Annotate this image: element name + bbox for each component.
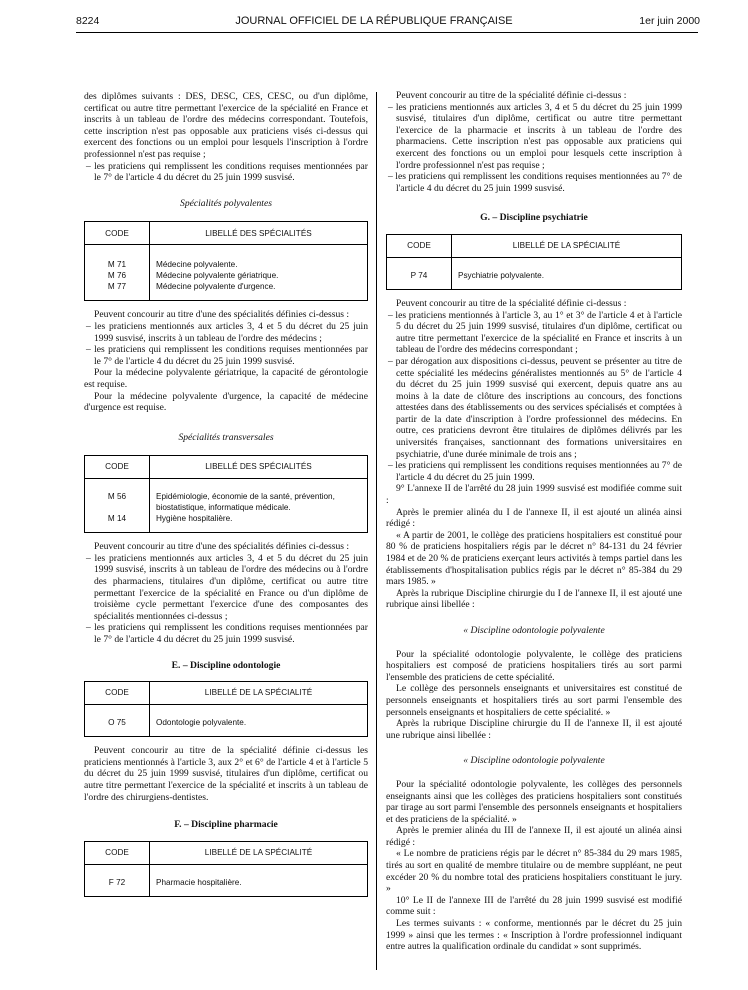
column-header-code: CODE (85, 222, 150, 245)
column-header-label: LIBELLÉ DE LA SPÉCIALITÉ (452, 234, 682, 257)
paragraph: Après le premier alinéa du I de l'annexe II, il est ajouté un alinéa ainsi rédigé : (386, 506, 682, 530)
list-item: – par dérogation aux dispositions ci-dessus, peuvent se présenter au titre de cette spécialité les médecins généralistes mentionnés au 5° de l'article 4 du décret du 25 juin 1999 susvisé qui exercent, depuis quatre ans au moins à la date de clôture des inscriptions au concours, des fonctions attestées dans des établissements ou des services spécialisés et comptées à partir de la date d'inscription à l'ordre professionnel des médecins. En outre, ces praticiens devront être titulaires de diplômes délivrés par les universités françaises, sanctionnant des formations universitaires en psychiatrie, d'une durée minimale de trois ans ; (388, 355, 682, 460)
label-cell (150, 245, 368, 301)
section-title: Spécialités polyvalentes (180, 197, 272, 209)
code-list: M 56 M 14 (107, 492, 127, 524)
code-cell: P 74 (387, 257, 452, 289)
specialty-table (84, 221, 368, 301)
section-title: « Discipline odontologie polyvalente (463, 624, 605, 636)
code-cell: O 75 (85, 705, 150, 737)
specialty-table (84, 455, 368, 533)
issue-date: 1er juin 2000 (639, 15, 700, 27)
list-item: – les praticiens mentionnés aux articles 3, 4 et 5 du décret du 25 juin 1999 susvisé, inscrits à un tableau de l'ordre des médecins ou à l'ordre des pharmaciens, titulaires d'un diplôme, certificat ou autre titre permettant l'exercice de la spécialité en France ou d'un diplôme de troisième cycle permettant l'exercice d'une des composantes des spécialités mentionnées ci-dessus ; (86, 552, 368, 622)
label-cell: Odontologie polyvalente. (150, 705, 368, 737)
list-item: – les praticiens mentionnés à l'article 3, au 1° et 3° de l'article 4 et à l'article 5 du décret du 25 juin 1999 susvisé, titulaires d'un diplôme, certificat ou autre titre permettant l'exercice de la spécialité en France et inscrits à un tableau de l'ordre des médecins correspondant ; (388, 309, 682, 356)
column-header-label: LIBELLÉ DE LA SPÉCIALITÉ (150, 841, 368, 864)
label-cell: Pharmacie hospitalière. (150, 864, 368, 896)
section-title: G. – Discipline psychiatrie (480, 212, 588, 224)
paragraph: des diplômes suivants : DES, DESC, CES, CESC, ou d'un diplôme, certificat ou autre titre permettant l'exercice de la spécialité en France et inscrits à un tableau de l'ordre des médecins correspondant. Toutefois, cette inscription n'est pas opposable aux praticiens visés ci-dessus qui exercent des fonctions ou un emploi pour lesquels l'inscription à l'ordre professionnel n'est pas requise ; (84, 91, 368, 160)
column-header-label: LIBELLÉ DES SPÉCIALITÉS (150, 222, 368, 245)
paragraph: Pour la spécialité odontologie polyvalente, les collèges des personnels enseignants ainsi que les collèges des praticiens hospitaliers sont constitués par tirage au sort parmi l'ensemble des personnels enseignants et hospitaliers et des praticiens de la spécialité. » (386, 778, 682, 825)
page-header (0, 12, 748, 32)
code-cell: F 72 (85, 864, 150, 896)
label-cell: Psychiatrie polyvalente. (452, 257, 682, 289)
paragraph: Les termes suivants : « conforme, mentionnés par le décret du 25 juin 1999 » ainsi que les termes : « Inscription à l'ordre professionnel indiquant entre autres la qualification ordinale du candidat » sont supprimés. (386, 918, 682, 953)
paragraph: Le collège des personnels enseignants et universitaires est constitué de personnels enseignants et hospitaliers tirés au sort parmi l'ensemble des personnels enseignants et hospitaliers de cette spécialité. » (386, 683, 682, 718)
section-title: F. – Discipline pharmacie (174, 819, 278, 831)
paragraph: Peuvent concourir au titre de la spécialité définie ci-dessus : (396, 297, 627, 309)
header-rule (76, 32, 698, 33)
list-item: – les praticiens mentionnés aux articles 3, 4 et 5 du décret du 25 juin 1999 susvisé, titulaires d'un diplôme, certificat ou autre titre permettant l'exercice de la pharmacie et inscrits à un tableau de l'ordre des pharmaciens. Cette inscription n'est pas opposable aux praticiens qui exercent des fonctions ou un emploi pour lesquels cette inscription à l'ordre professionnel n'est pas requise ; (388, 101, 682, 171)
paragraph: Pour la spécialité odontologie polyvalente, le collège des praticiens hospitaliers est composé de praticiens hospitaliers tirés au sort parmi l'ensemble des praticiens de cette spécialité. (386, 648, 682, 683)
quoted-paragraph: « Le nombre de praticiens régis par le décret n° 85-384 du 29 mars 1985, tirés au sort en qualité de membre titulaire ou de membre suppléant, ne peut excéder 20 % du nombre total des praticiens hospitaliers constituant le jury. » (386, 848, 682, 895)
page-number: 8224 (76, 15, 100, 27)
quoted-paragraph: « A partir de 2001, le collège des praticiens hospitaliers est constitué pour 80 % de praticiens hospitaliers régis par le décret n° 84-131 du 24 février 1984 et de 20 % de praticiens exerçant leurs activités à temps partiel dans les établissements d'hospitalisation publics régis par le décret n° 85-384 du 29 mars 1985. » (386, 529, 682, 588)
column-header-code: CODE (85, 841, 150, 864)
paragraph: Peuvent concourir au titre de la spécialité définie ci-dessus : (396, 90, 627, 101)
right-column (386, 90, 682, 953)
section-title: Spécialités transversales (178, 431, 274, 443)
label-list: Epidémiologie, économie de la santé, prévention, biostatistique, informatique médicale. Hygiène hospitalière. (156, 492, 335, 524)
paragraph: Pour la médecine polyvalente gériatrique, la capacité de gérontologie est requise. (84, 367, 368, 390)
list-item: – les praticiens qui remplissent les conditions requises mentionnées par le 7° de l'article 4 du décret du 25 juin 1999 susvisé. (86, 622, 368, 646)
specialty-table (386, 234, 682, 290)
column-header-label: LIBELLÉ DE LA SPÉCIALITÉ (150, 682, 368, 705)
code-cell (85, 245, 150, 301)
paragraph: Pour la médecine polyvalente d'urgence, la capacité de médecine d'urgence est requise. (84, 390, 368, 414)
label-list: Médecine polyvalente. Médecine polyvalente gériatrique. Médecine polyvalente d'urgence. (156, 260, 279, 292)
section-title: E. – Discipline odontologie (171, 659, 281, 671)
paragraph: 10° Le II de l'annexe III de l'arrêté du 28 juin 1999 susvisé est modifié comme suit : (386, 894, 682, 918)
list-item: – les praticiens qui remplissent les conditions requises mentionnées au 7° de l'article 4 du décret du 25 juin 1999. (388, 460, 682, 483)
paragraph: Après le premier alinéa du III de l'annexe II, il est ajouté un alinéa ainsi rédigé : (386, 825, 682, 848)
left-column (84, 91, 368, 905)
column-divider (376, 92, 377, 970)
journal-title: JOURNAL OFFICIEL DE LA RÉPUBLIQUE FRANÇAISE (235, 15, 513, 27)
specialty-table (84, 841, 368, 897)
column-header-code: CODE (387, 234, 452, 257)
list-item: – les praticiens mentionnés aux articles 3, 4 et 5 du décret du 25 juin 1999 susvisé, inscrits à un tableau de l'ordre des médecins ; (86, 320, 368, 344)
paragraph: Peuvent concourir au titre d'une des spécialités définies ci-dessus : (94, 309, 350, 321)
paragraph: Peuvent concourir au titre d'une des spécialités définies ci-dessus : (94, 541, 350, 553)
specialty-table (84, 681, 368, 737)
column-header-code: CODE (85, 682, 150, 705)
list-item: – les praticiens qui remplissent les conditions requises mentionnées au 7° de l'article 4 du décret du 25 juin 1999 susvisé. (388, 171, 682, 194)
paragraph: Après la rubrique Discipline chirurgie du I de l'annexe II, il est ajouté une rubrique ainsi libellée : (386, 587, 682, 611)
label-cell (150, 479, 368, 533)
paragraph: Après la rubrique Discipline chirurgie du II de l'annexe II, il est ajouté une rubrique ainsi libellée : (386, 718, 682, 741)
column-header-label: LIBELLÉ DES SPÉCIALITÉS (150, 456, 368, 479)
code-list: M 71 M 76 M 77 (107, 260, 127, 292)
paragraph: 9° L'annexe II de l'arrêté du 28 juin 1999 susvisé est modifiée comme suit : (386, 483, 682, 507)
list-item: – les praticiens qui remplissent les conditions requises mentionnées par le 7° de l'article 4 du décret du 25 juin 1999 susvisé. (86, 160, 368, 184)
paragraph: Peuvent concourir au titre de la spécialité définie ci-dessus les praticiens mentionnés à l'article 3, aux 2° et 6° de l'article 4 et à l'article 5 du décret du 25 juin 1999 susvisé, titulaires d'un diplôme, certificat ou autre titre permettant l'exercice de la spécialité et inscrits à un tableau de l'ordre des chirurgiens-dentistes. (84, 745, 368, 803)
list-item: – les praticiens qui remplissent les conditions requises mentionnées par le 7° de l'article 4 du décret du 25 juin 1999 susvisé. (86, 344, 368, 367)
column-header-code: CODE (85, 456, 150, 479)
code-cell (85, 479, 150, 533)
section-title: « Discipline odontologie polyvalente (463, 755, 605, 767)
